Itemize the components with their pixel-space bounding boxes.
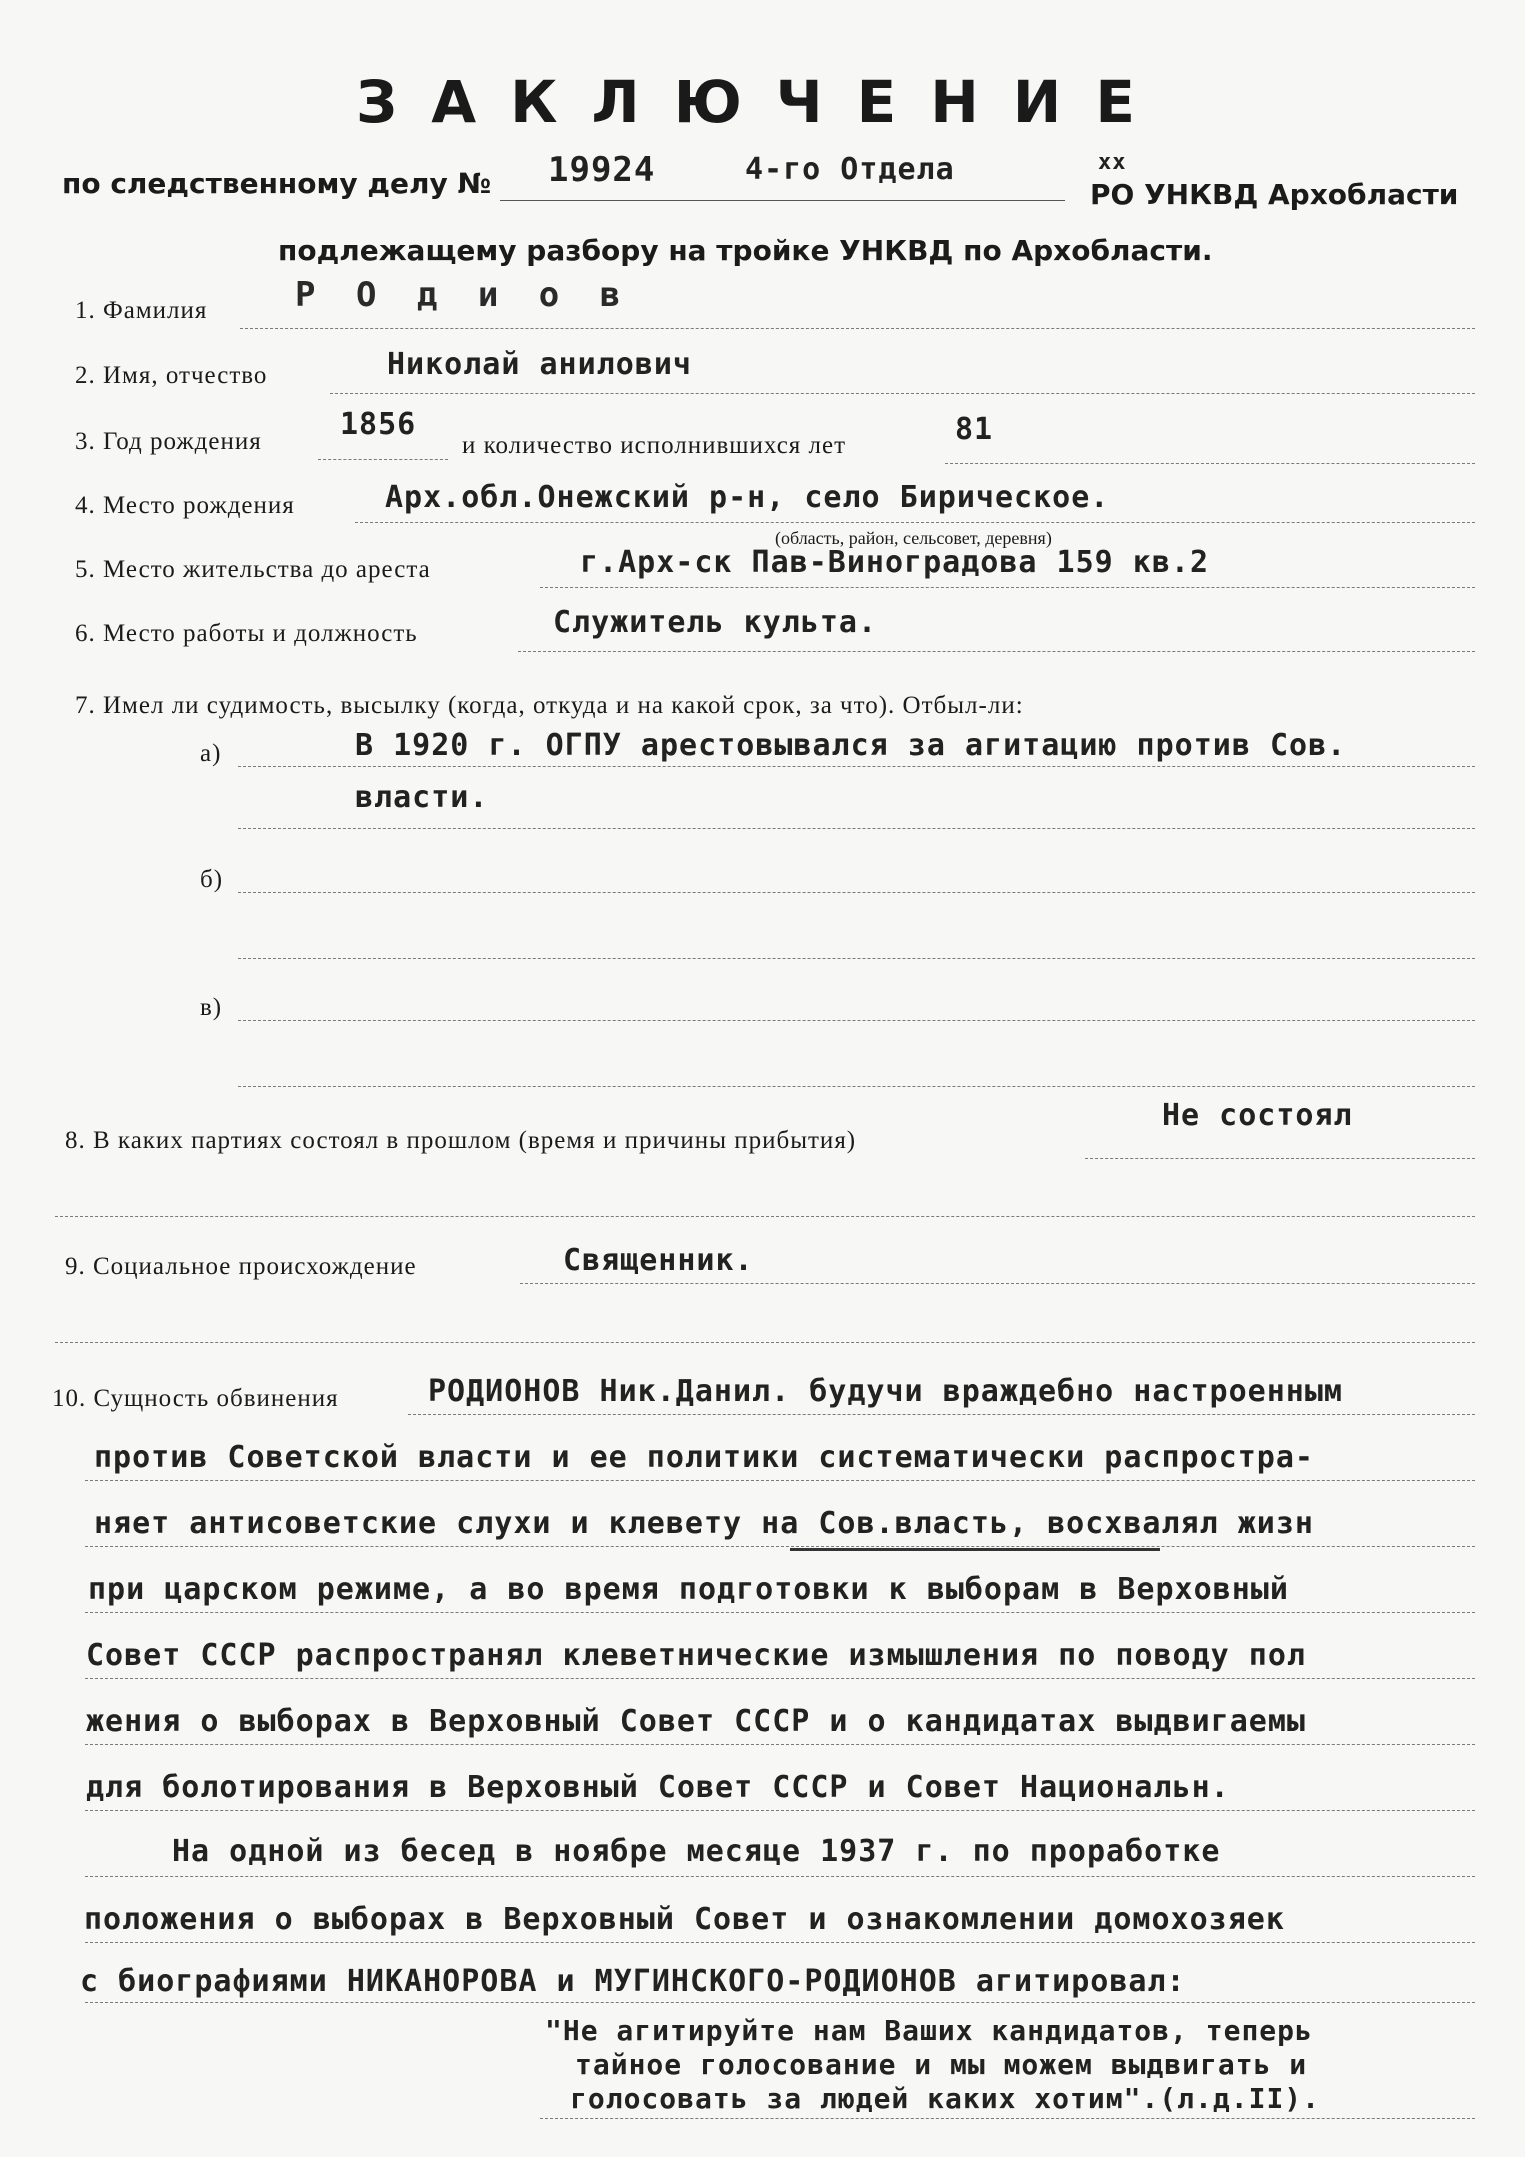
- charge-line-6: [85, 1810, 1475, 1811]
- field-name-label: 2. Имя, отчество: [75, 362, 268, 389]
- field-surname-value: Р О д и о в: [295, 275, 631, 315]
- subtitle: подлежащему разбору на тройке УНКВД по Архобласти.: [278, 234, 1213, 267]
- charge-text-3: при царском режиме, а во время подготовки к выборам в Верховный: [88, 1572, 1289, 1607]
- field-party-value: Не состоял: [1162, 1098, 1353, 1133]
- field-residence-value: г.Арх-ск Пав-Виноградова 159 кв.2: [580, 545, 1210, 580]
- conviction-v-line-1: [238, 1020, 1475, 1021]
- case-number-line: [500, 200, 1065, 201]
- conviction-a-line-2: [238, 828, 1475, 829]
- charge-text-8: положения о выборах в Верховный Совет и ознакомлении домохозяек: [84, 1902, 1285, 1937]
- field-residence-line: [540, 587, 1475, 588]
- field-birth-year-label: 3. Год рождения: [75, 428, 262, 455]
- department: 4-го Отдела: [745, 152, 955, 187]
- charge-text-0: РОДИОНОВ Ник.Данил. будучи враждебно настроенным: [428, 1374, 1343, 1409]
- field-birthplace-line: [355, 522, 1475, 523]
- charge-text-4: Совет СССР распространял клеветнические измышления по поводу пол: [86, 1638, 1306, 1673]
- charge-line-3: [85, 1612, 1475, 1613]
- field-charge-label: 10. Сущность обвинения: [52, 1385, 339, 1412]
- charge-quote-3: голосовать за людей каких хотим".(л.д.II).: [570, 2082, 1321, 2115]
- charge-text-2: няет антисоветские слухи и клевету на Сов.власть, восхвалял жизн: [94, 1506, 1314, 1541]
- field-name-value: Николай анилович: [387, 347, 692, 382]
- case-prefix: по следственному делу №: [62, 167, 492, 200]
- conviction-v-line-2: [238, 1086, 1475, 1087]
- field-work-value: Служитель культа.: [553, 605, 878, 640]
- charge-line-7: [85, 1876, 1475, 1877]
- field-age-line: [945, 463, 1475, 464]
- conviction-a-text-1: В 1920 г. ОГПУ арестовывался за агитацию против Сов.: [355, 728, 1347, 763]
- field-birthplace-label: 4. Место рождения: [75, 492, 295, 519]
- charge-line-4: [85, 1678, 1475, 1679]
- field-birthplace-hint: (область, район, сельсовет, деревня): [775, 528, 1052, 548]
- field-origin-label: 9. Социальное происхождение: [65, 1253, 417, 1280]
- field-work-line: [518, 651, 1475, 652]
- conviction-b-line-2: [238, 958, 1475, 959]
- organization: РО УНКВД Архобласти: [1090, 178, 1459, 211]
- field-residence-label: 5. Место жительства до ареста: [75, 556, 431, 583]
- field-surname-label: 1. Фамилия: [75, 297, 208, 324]
- field-birth-year-value: 1856: [340, 407, 417, 442]
- charge-line-2: [85, 1546, 1475, 1547]
- field-origin-value: Священник.: [563, 1243, 754, 1278]
- field-age-label: и количество исполнившихся лет: [462, 432, 847, 459]
- field-work-label: 6. Место работы и должность: [75, 620, 418, 647]
- charge-quote-1: "Не агитируйте нам Ваших кандидатов, теперь: [545, 2014, 1313, 2047]
- charge-text-5: жения о выборах в Верховный Совет СССР и о кандидатах выдвигаемы: [86, 1704, 1306, 1739]
- field-surname-line: [240, 328, 1475, 329]
- conviction-a-label: а): [200, 740, 222, 767]
- field-age-value: 81: [955, 412, 994, 447]
- charge-text-7: На одной из бесед в ноябре месяце 1937 г. по проработке: [172, 1834, 1221, 1869]
- charge-text-6: для болотирования в Верховный Совет СССР и Совет Национальн.: [86, 1770, 1230, 1805]
- charge-quote-2: тайное голосование и мы можем выдвигать и: [575, 2048, 1308, 2081]
- field-birthplace-value: Арх.обл.Онежский р-н, село Бирическое.: [385, 480, 1110, 515]
- charge-line-9: [85, 2002, 1475, 2003]
- charge-line-0: [408, 1414, 1475, 1415]
- case-number: 19924: [548, 150, 656, 190]
- field-conviction-label: 7. Имел ли судимость, высылку (когда, откуда и на какой срок, за что). Отбыл-ли:: [75, 692, 1024, 719]
- field-party-line-1: [1085, 1158, 1475, 1159]
- field-party-line-2: [55, 1216, 1475, 1217]
- charge-line-8: [85, 1942, 1475, 1943]
- department-mark: xx: [1098, 150, 1127, 175]
- conviction-a-text-2: власти.: [355, 780, 489, 815]
- charge-line-5: [85, 1744, 1475, 1745]
- charge-line-quote: [540, 2118, 1475, 2119]
- conviction-a-line-1: [238, 766, 1475, 767]
- conviction-v-label: в): [200, 994, 223, 1021]
- field-name-line: [330, 393, 1475, 394]
- charge-text-9: с биографиями НИКАНОРОВА и МУГИНСКОГО-РОДИОНОВ агитировал:: [80, 1964, 1186, 1999]
- field-origin-line-1: [520, 1283, 1475, 1284]
- conviction-b-line-1: [238, 892, 1475, 893]
- field-origin-line-2: [55, 1342, 1475, 1343]
- conviction-b-label: б): [200, 866, 224, 893]
- field-birth-year-line: [318, 459, 448, 460]
- document-title: ЗАКЛЮЧЕНИЕ: [356, 68, 1169, 136]
- charge-underline-mark: [790, 1548, 1160, 1551]
- field-party-label: 8. В каких партиях состоял в прошлом (время и причины прибытия): [65, 1127, 857, 1154]
- charge-text-1: против Советской власти и ее политики систематически распростра-: [94, 1440, 1314, 1475]
- charge-line-1: [85, 1480, 1475, 1481]
